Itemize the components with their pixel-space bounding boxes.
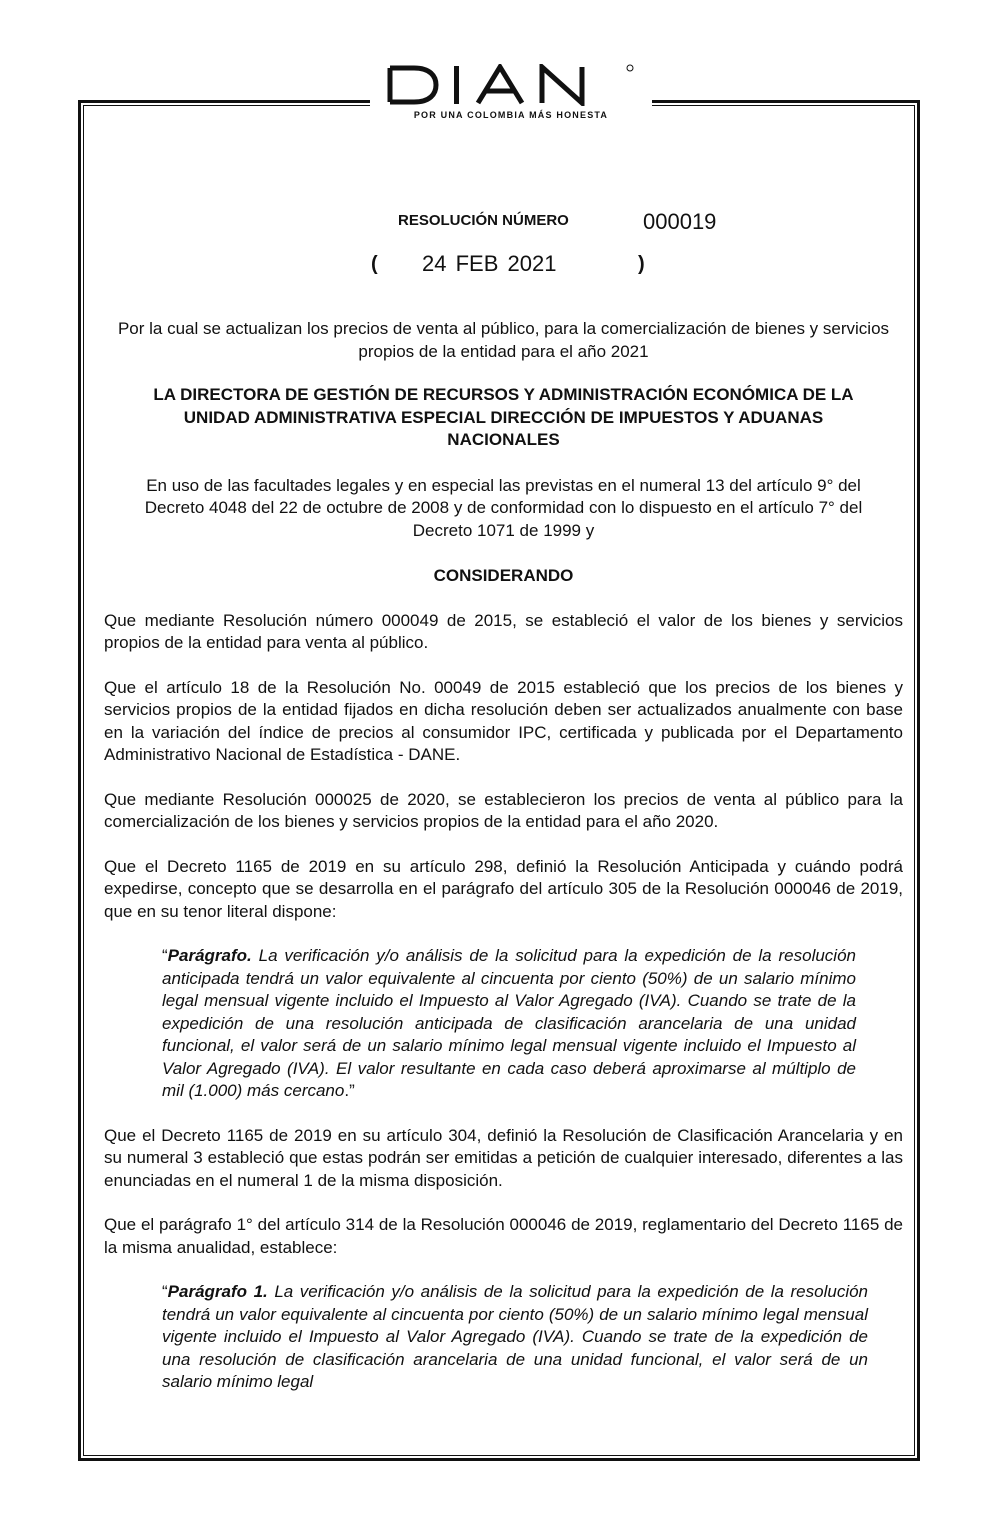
resolution-date: 24 FEB 2021 bbox=[422, 251, 557, 276]
quote-paragrafo-1 bbox=[162, 1281, 868, 1394]
considerando-paragraph-5: Que el Decreto 1165 de 2019 en su artículo 304, definió la Resolución de Clasificación Arancelaria y en su numeral 3 estableció que estas podrán ser emitidas a petición de cualquier interesado, diferentes a las enunciadas en el numeral 1 de la misma disposición. bbox=[104, 1125, 903, 1190]
considerando-paragraph-1: Que mediante Resolución número 000049 de 2015, se estableció el valor de los bienes y servicios propios de la entidad para venta al público. bbox=[104, 610, 903, 652]
quote-close-mark: .” bbox=[344, 1081, 355, 1100]
resolution-number: 000019 bbox=[643, 209, 717, 234]
quote-open-mark: “ bbox=[162, 946, 168, 965]
quote-lead: Parágrafo. bbox=[167, 946, 252, 965]
authority-heading: LA DIRECTORA DE GESTIÓN DE RECURSOS Y ADMINISTRACIÓN ECONÓMICA DE LA UNIDAD ADMINISTRATIVA ESPECIAL DIRECCIÓN DE IMPUESTOS Y ADUANAS NACIONALES bbox=[153, 385, 854, 449]
resolution-label: RESOLUCIÓN NÚMERO bbox=[398, 212, 569, 229]
logo-tagline: POR UNA COLOMBIA MÁS HONESTA bbox=[413, 110, 609, 120]
quote-2-open-mark: “ bbox=[162, 1282, 168, 1301]
date-open-paren: ( bbox=[371, 253, 378, 275]
considerando-paragraph-3: Que mediante Resolución 000025 de 2020, se establecieron los precios de venta al público para la comercialización de los bienes y servicios propios de la entidad para el año 2020. bbox=[104, 789, 903, 831]
quote-2-body: La verificación y/o análisis de la solicitud para la expedición de la resolución tendrá un valor equivalente al cincuenta por ciento (50%) de un salario mínimo legal mensual vigente incluido el Impuesto al Valor Agregado (IVA). Cuando se trate de la expedición de una resolución de clasificación arancelaria de una unidad funcional, el valor será de un salario mínimo legal bbox=[162, 1282, 869, 1391]
considerando-heading: CONSIDERANDO bbox=[433, 566, 574, 585]
considerando-paragraph-6: Que el parágrafo 1° del artículo 314 de la Resolución 000046 de 2019, reglamentario del Decreto 1165 de la misma anualidad, establece: bbox=[104, 1215, 903, 1257]
document-body bbox=[104, 318, 903, 1394]
faculties-text: En uso de las facultades legales y en especial las previstas en el numeral 13 del artículo 9° del Decreto 4048 del 22 de octubre de 2008 y de conformidad con lo dispuesto en el artículo 7° del Decreto 1071 de 1999 y bbox=[144, 475, 863, 540]
dian-wordmark-icon bbox=[386, 64, 636, 106]
dian-logo bbox=[370, 58, 652, 132]
date-close-paren: ) bbox=[638, 253, 645, 275]
quote-body: La verificación y/o análisis de la solicitud para la expedición de la resolución anticipada tendrá un valor equivalente al cincuenta por ciento (50%) de un salario mínimo legal mensual vigente incluido el Impuesto al Valor Agregado (IVA). Cuando se trate de la expedición de una resolución anticipada de clasificación arancelaria de una unidad funcional, el valor será de un salario mínimo legal mensual vigente incluido el Impuesto al Valor Agregado (IVA). El valor resultante en cada caso deberá aproximarse al múltiplo de mil (1.000) más cercano bbox=[162, 946, 856, 1100]
considerando-paragraph-4: Que el Decreto 1165 de 2019 en su artículo 298, definió la Resolución Anticipada y cuándo podrá expedirse, concepto que se desarrolla en el parágrafo del artículo 305 de la Resolución 000046 de 2019, que en su tenor literal dispone: bbox=[104, 856, 903, 921]
quote-2-lead: Parágrafo 1. bbox=[167, 1282, 268, 1301]
considerando-paragraph-2: Que el artículo 18 de la Resolución No. 00049 de 2015 estableció que los precios de los bienes y servicios propios de la entidad fijados en dicha resolución deben ser actualizados anualmente con base en la variación del índice de precios al consumidor IPC, certificada y publicada por el Departamento Administrativo Nacional de Estadística - DANE. bbox=[104, 677, 903, 764]
resolution-subject: Por la cual se actualizan los precios de venta al público, para la comercialización de bienes y servicios propios de la entidad para el año 2021 bbox=[117, 319, 890, 361]
quote-paragrafo bbox=[162, 945, 856, 1103]
